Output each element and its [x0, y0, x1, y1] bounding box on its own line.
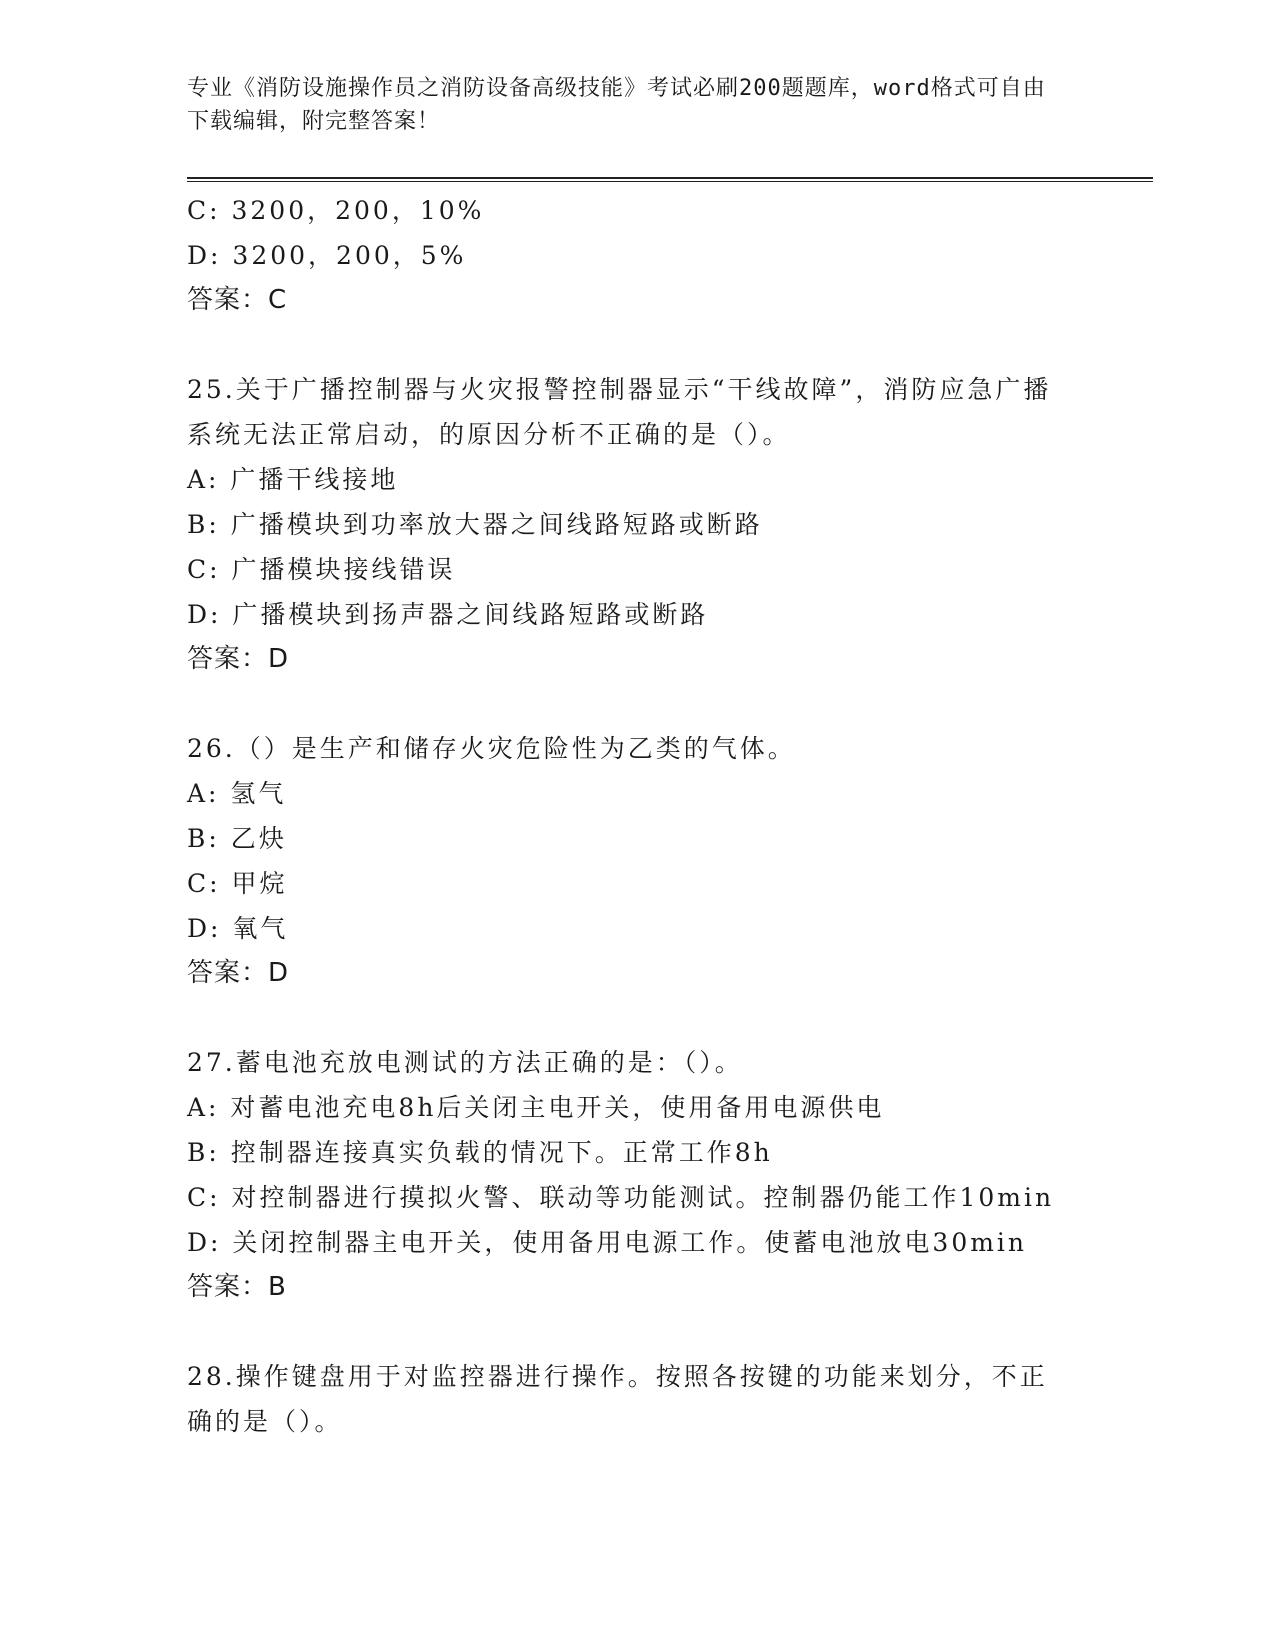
question-28 [187, 1354, 1147, 1444]
option-b: B: 控制器连接真实负载的情况下。正常工作8h [187, 1138, 773, 1167]
question-25 [187, 367, 1147, 682]
option-c: C: 甲烷 [187, 869, 288, 898]
option-a: A: 氢气 [187, 779, 287, 808]
question-26 [187, 726, 1147, 996]
question-27 [187, 1040, 1147, 1310]
option-c: C: 对控制器进行摸拟火警、联动等功能测试。控制器仍能工作10min [187, 1183, 1055, 1212]
option-d: D: 3200，200，5% [187, 241, 467, 270]
answer: 答案：B [187, 1272, 287, 1302]
question-stem: 26.（）是生产和储存火灾危险性为乙类的气体。 [187, 734, 796, 763]
option-b: B: 乙炔 [187, 824, 287, 853]
question-stem: 28.操作键盘用于对监控器进行操作。按照各按键的功能来划分，不正确的是（）。 [187, 1362, 1048, 1436]
page-header: 专业《消防设施操作员之消防设备高级技能》考试必刷200题题库，word格式可自由下载编辑，附完整答案！ [187, 76, 1046, 134]
option-c: C: 3200，200，10% [187, 196, 485, 225]
answer: 答案：D [187, 958, 290, 988]
header-divider [187, 177, 1153, 182]
option-b: B: 广播模块到功率放大器之间线路短路或断路 [187, 510, 763, 539]
option-a: A: 广播干线接地 [187, 465, 399, 494]
question-stem: 25.关于广播控制器与火灾报警控制器显示“干线故障”，消防应急广播系统无法正常启动，的原因分析不正确的是（）。 [187, 375, 1052, 449]
option-a: A: 对蓄电池充电8h后关闭主电开关，使用备用电源供电 [187, 1093, 885, 1122]
answer: 答案：C [187, 285, 288, 315]
option-d: D: 氧气 [187, 914, 289, 943]
option-d: D: 关闭控制器主电开关，使用备用电源工作。使蓄电池放电30min [187, 1228, 1028, 1257]
option-c: C: 广播模块接线错误 [187, 555, 456, 584]
document-body [187, 188, 1147, 1444]
question-stem: 27.蓄电池充放电测试的方法正确的是：（）。 [187, 1048, 743, 1077]
option-d: D: 广播模块到扬声器之间线路短路或断路 [187, 600, 709, 629]
answer: 答案：D [187, 644, 290, 674]
previous-question-tail [187, 188, 1147, 323]
